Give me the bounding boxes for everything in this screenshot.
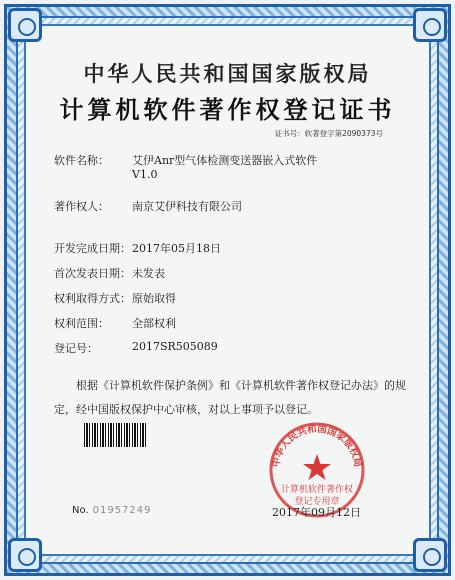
field-label: 软件名称： — [54, 154, 109, 167]
registration-statement — [54, 374, 410, 422]
field-value: 2017年05月18日 — [132, 242, 221, 255]
certificate-title: 计算机软件著作权登记证书 — [59, 95, 396, 124]
field-rights-scope — [54, 315, 176, 331]
serial-number — [72, 505, 152, 516]
official-seal — [262, 418, 372, 518]
field-value — [132, 152, 317, 181]
serial-value: 01957249 — [92, 505, 152, 516]
field-label: 权利取得方式： — [54, 292, 131, 305]
seal-inner-text-line2: 登记专用章 — [294, 497, 340, 507]
statement-text: 根据《计算机软件保护条例》和《计算机软件著作权登记办法》的规定，经中国版权保护中心审核，对以上事项予以登记。 — [54, 379, 406, 416]
corner-ornament-icon — [413, 8, 447, 42]
field-label: 登记号： — [54, 342, 98, 355]
barcode-icon — [84, 423, 146, 447]
issue-date: 2017年09月12日 — [272, 506, 361, 519]
field-acquisition-method — [54, 290, 176, 306]
corner-ornament-icon — [8, 538, 42, 572]
field-value: 2017SR505089 — [132, 340, 218, 353]
field-first-publication-date — [54, 265, 165, 281]
field-label: 开发完成日期： — [54, 242, 131, 255]
field-value: 原始取得 — [132, 292, 176, 305]
certificate-number: 证书号：软著登字第2090373号 — [274, 129, 383, 138]
seal-outer-text: 中华人民共和国国家版权局 — [270, 423, 364, 469]
field-label: 权利范围： — [54, 317, 109, 330]
corner-ornament-icon — [8, 8, 42, 42]
serial-label: No. — [72, 505, 89, 516]
field-completion-date — [54, 240, 221, 256]
field-label: 著作权人： — [54, 200, 109, 213]
star-icon — [303, 454, 331, 480]
field-value: 全部权利 — [132, 317, 176, 330]
corner-ornament-icon — [413, 538, 447, 572]
field-registration-number — [54, 340, 218, 356]
field-copyright-owner — [54, 198, 242, 214]
field-value: 未发表 — [132, 267, 165, 280]
seal-inner-text-line1: 计算机软件著作权 — [280, 485, 354, 495]
software-name: 艾伊Anr型气体检测变送器嵌入式软件 — [132, 154, 318, 167]
software-version: V1.0 — [132, 168, 158, 181]
field-value: 南京艾伊科技有限公司 — [132, 200, 242, 213]
issuer-title: 中华人民共和国国家版权局 — [83, 61, 372, 86]
field-label: 首次发表日期： — [54, 267, 131, 280]
field-software-name — [54, 152, 317, 181]
